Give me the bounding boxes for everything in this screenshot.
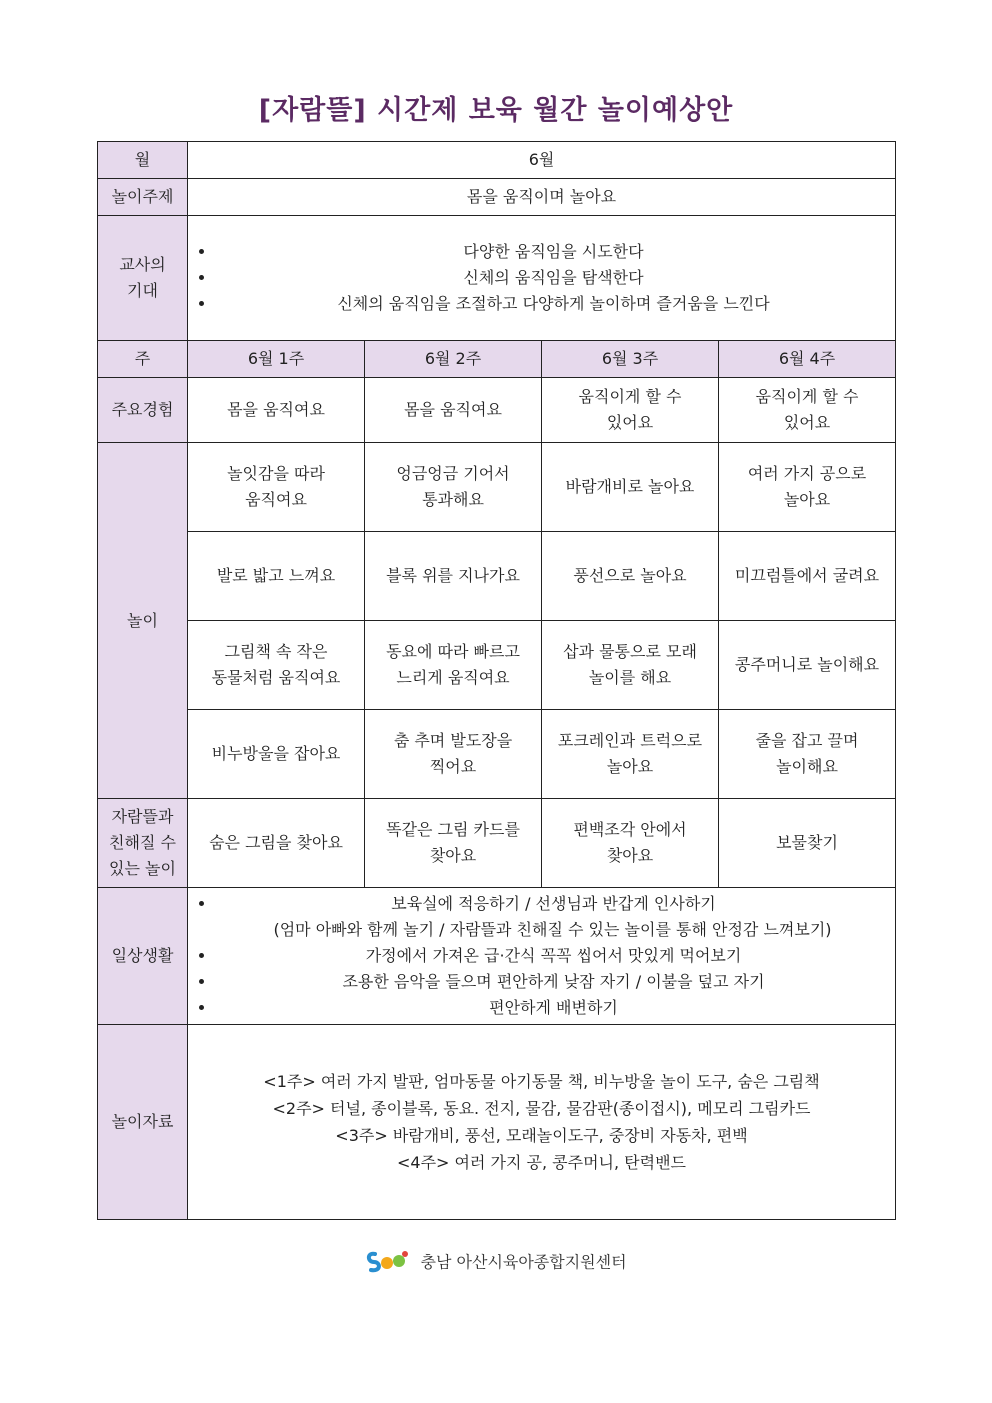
- play-cell: 여러 가지 공으로 놀아요: [719, 443, 896, 532]
- week-3: 6월 3주: [542, 341, 719, 378]
- play-cell: 풍선으로 놀아요: [542, 532, 719, 621]
- list-item: • 조용한 음악을 들으며 편안하게 낮잠 자기 / 이불을 덮고 자기: [216, 969, 889, 995]
- experience-cell: 몸을 움직여요: [365, 378, 542, 443]
- list-item: • 보육실에 적응하기 / 선생님과 반갑게 인사하기: [216, 891, 889, 917]
- daily-row: [98, 888, 896, 1025]
- materials-row: [98, 1025, 896, 1220]
- month-value: 6월: [188, 142, 896, 179]
- play-row: [98, 621, 896, 710]
- play-cell: 그림책 속 작은 동물처럼 움직여요: [188, 621, 365, 710]
- daily-list: [194, 891, 889, 917]
- play-cell: 춤 추며 발도장을 찍어요: [365, 710, 542, 799]
- list-item: <4주> 여러 가지 공, 콩주머니, 탄력밴드: [397, 1153, 686, 1172]
- friendly-label: 자람뜰과 친해질 수 있는 놀이: [98, 799, 188, 888]
- list-item: <1주> 여러 가지 발판, 엄마동물 아기동물 책, 비누방울 놀이 도구, 숨은 그림책: [263, 1072, 820, 1091]
- week-label: 주: [98, 341, 188, 378]
- play-label: 놀이: [98, 443, 188, 799]
- daily-label: 일상생활: [98, 888, 188, 1025]
- week-1: 6월 1주: [188, 341, 365, 378]
- list-item: • 편안하게 배변하기: [216, 995, 889, 1021]
- list-item: • 다양한 움직임을 시도한다: [216, 239, 889, 265]
- daily-note: (엄마 아빠와 함께 놀기 / 자람뜰과 친해질 수 있는 놀이를 통해 안정감 느껴보기): [273, 920, 832, 939]
- play-row: [98, 532, 896, 621]
- list-item: • 신체의 움직임을 조절하고 다양하게 놀이하며 즐거움을 느낀다: [216, 291, 889, 317]
- play-row: [98, 443, 896, 532]
- friendly-cell: 보물찾기: [719, 799, 896, 888]
- footer-text: 충남 아산시육아종합지원센터: [420, 1252, 627, 1272]
- month-label: 월: [98, 142, 188, 179]
- center-logo-icon: [365, 1248, 411, 1278]
- friendly-cell: 똑같은 그림 카드를 찾아요: [365, 799, 542, 888]
- footer: [0, 1248, 992, 1278]
- play-cell: 발로 밟고 느껴요: [188, 532, 365, 621]
- week-4: 6월 4주: [719, 341, 896, 378]
- play-cell: 삽과 물통으로 모래 놀이를 해요: [542, 621, 719, 710]
- play-row: [98, 710, 896, 799]
- play-cell: 엉금엉금 기어서 통과해요: [365, 443, 542, 532]
- expect-list-cell: [188, 216, 896, 341]
- month-row: [98, 142, 896, 179]
- week-2: 6월 2주: [365, 341, 542, 378]
- plan-table: [97, 141, 896, 1220]
- materials-cell: [188, 1025, 896, 1220]
- theme-label: 놀이주제: [98, 179, 188, 216]
- experience-cell: 움직이게 할 수 있어요: [719, 378, 896, 443]
- list-item: <2주> 터널, 종이블록, 동요. 전지, 물감, 물감판(종이접시), 메모리 그림카드: [272, 1099, 811, 1118]
- play-cell: 놀잇감을 따라 움직여요: [188, 443, 365, 532]
- list-item: • 가정에서 가져온 급·간식 꼭꼭 씹어서 맛있게 먹어보기: [216, 943, 889, 969]
- experience-cell: 몸을 움직여요: [188, 378, 365, 443]
- play-cell: 콩주머니로 놀이해요: [719, 621, 896, 710]
- experience-label: 주요경험: [98, 378, 188, 443]
- friendly-row: [98, 799, 896, 888]
- play-cell: 바람개비로 놀아요: [542, 443, 719, 532]
- play-cell: 줄을 잡고 끌며 놀이해요: [719, 710, 896, 799]
- friendly-cell: 숨은 그림을 찾아요: [188, 799, 365, 888]
- theme-row: [98, 179, 896, 216]
- list-item: <3주> 바람개비, 풍선, 모래놀이도구, 중장비 자동차, 편백: [335, 1126, 748, 1145]
- play-cell: 블록 위를 지나가요: [365, 532, 542, 621]
- experience-row: [98, 378, 896, 443]
- experience-cell: 움직이게 할 수 있어요: [542, 378, 719, 443]
- materials-label: 놀이자료: [98, 1025, 188, 1220]
- play-cell: 동요에 따라 빠르고 느리게 움직여요: [365, 621, 542, 710]
- daily-list-cell: [188, 888, 896, 1025]
- list-item: • 신체의 움직임을 탐색한다: [216, 265, 889, 291]
- expect-label: 교사의 기대: [98, 216, 188, 341]
- week-row: [98, 341, 896, 378]
- play-cell: 비누방울을 잡아요: [188, 710, 365, 799]
- play-cell: 미끄럼틀에서 굴려요: [719, 532, 896, 621]
- page-title: [자람뜰] 시간제 보육 월간 놀이예상안: [258, 95, 734, 126]
- theme-value: 몸을 움직이며 놀아요: [188, 179, 896, 216]
- friendly-cell: 편백조각 안에서 찾아요: [542, 799, 719, 888]
- expect-list: [194, 239, 889, 317]
- expect-row: [98, 216, 896, 341]
- play-cell: 포크레인과 트럭으로 놀아요: [542, 710, 719, 799]
